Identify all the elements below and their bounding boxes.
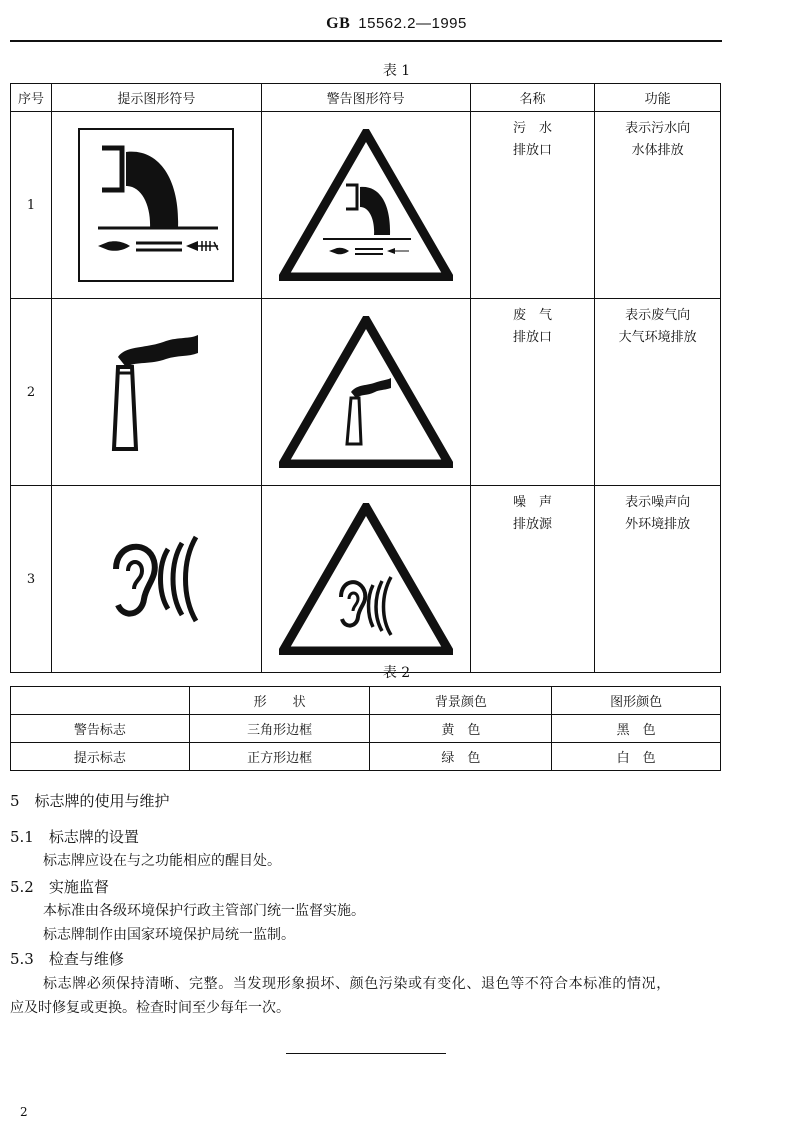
sewage-outlet-icon [78,128,234,282]
table1-caption: 表 1 [382,63,411,79]
background-color: 黄 色 [370,715,552,743]
document-header [0,14,793,33]
prompt-symbol-cell [51,112,261,299]
name-cell [470,112,595,299]
name-line: 噪 声 [512,495,552,510]
section-5-2-text2: 标志牌制作由国家环境保护局统一监制。 [43,927,295,943]
row-seq: 1 [11,112,52,299]
table-row [11,743,721,771]
header-warning-symbol: 警告图形符号 [261,84,470,112]
name-line: 废 气 [512,308,552,323]
warning-symbol-cell [261,486,470,673]
shape: 三角形边框 [189,715,370,743]
noise-ear-icon [96,529,216,629]
function-line: 大气环境排放 [618,330,697,345]
header-background-color: 背景颜色 [370,687,552,715]
name-cell [470,299,595,486]
section-5-title: 5 标志牌的使用与维护 [10,792,170,810]
shape: 正方形边框 [189,743,370,771]
row-seq: 3 [11,486,52,673]
warning-symbol-cell [261,112,470,299]
background-color: 绿 色 [370,743,552,771]
footer-rule [286,1053,446,1054]
header-blank [11,687,190,715]
warning-symbol-cell [261,299,470,486]
name-line: 排放口 [512,143,552,158]
section-5-1-text: 标志牌应设在与之功能相应的醒目处。 [43,853,281,869]
graphic-color: 白 色 [552,743,721,771]
table-row [11,715,721,743]
header-function: 功能 [595,84,721,112]
standard-code: 15562.2—1995 [358,15,467,32]
prompt-symbol-cell [51,486,261,673]
section-5-3-text1: 标志牌必须保持清晰、完整。当发现形象损坏、颜色污染或有变化、退色等不符合本标准的情况， [43,976,671,992]
section-5-2-text1: 本标准由各级环境保护行政主管部门统一监督实施。 [43,903,365,919]
page-number: 2 [20,1105,28,1119]
name-line: 排放源 [512,517,552,532]
noise-warning-triangle-icon [279,503,453,655]
sewage-warning-triangle-icon [279,129,453,281]
row-seq: 2 [11,299,52,486]
function-line: 外环境排放 [625,517,691,532]
name-line: 排放口 [512,330,552,345]
function-cell [595,299,721,486]
header-seq: 序号 [11,84,52,112]
function-line: 水体排放 [631,143,684,158]
table2-header-row [11,687,721,715]
sign-type: 提示标志 [11,743,190,771]
table-row [11,486,721,673]
standard-prefix: GB [326,15,351,32]
table-row [11,112,721,299]
function-line: 表示废气向 [625,308,691,323]
exhaust-warning-triangle-icon [279,316,453,468]
header-prompt-symbol: 提示图形符号 [51,84,261,112]
name-cell [470,486,595,673]
table2 [10,686,721,771]
function-line: 表示噪声向 [625,495,691,510]
section-5-3-title: 5.3 检查与维修 [10,950,124,968]
sign-type: 警告标志 [11,715,190,743]
table1-header-row [11,84,721,112]
section-5-1-title: 5.1 标志牌的设置 [10,828,139,846]
section-5-3-text2: 应及时修复或更换。检查时间至少每年一次。 [10,1000,290,1016]
header-name: 名称 [470,84,595,112]
table2-caption: 表 2 [382,665,411,681]
header-graphic-color: 图形颜色 [552,687,721,715]
name-line: 污 水 [512,121,552,136]
section-5-2-title: 5.2 实施监督 [10,878,109,896]
prompt-symbol-cell [51,299,261,486]
exhaust-chimney-icon [106,327,206,457]
table1 [10,83,721,673]
header-rule [10,40,722,42]
function-line: 表示污水向 [625,121,691,136]
graphic-color: 黑 色 [552,715,721,743]
header-shape: 形 状 [189,687,370,715]
function-cell [595,486,721,673]
function-cell [595,112,721,299]
table-row [11,299,721,486]
